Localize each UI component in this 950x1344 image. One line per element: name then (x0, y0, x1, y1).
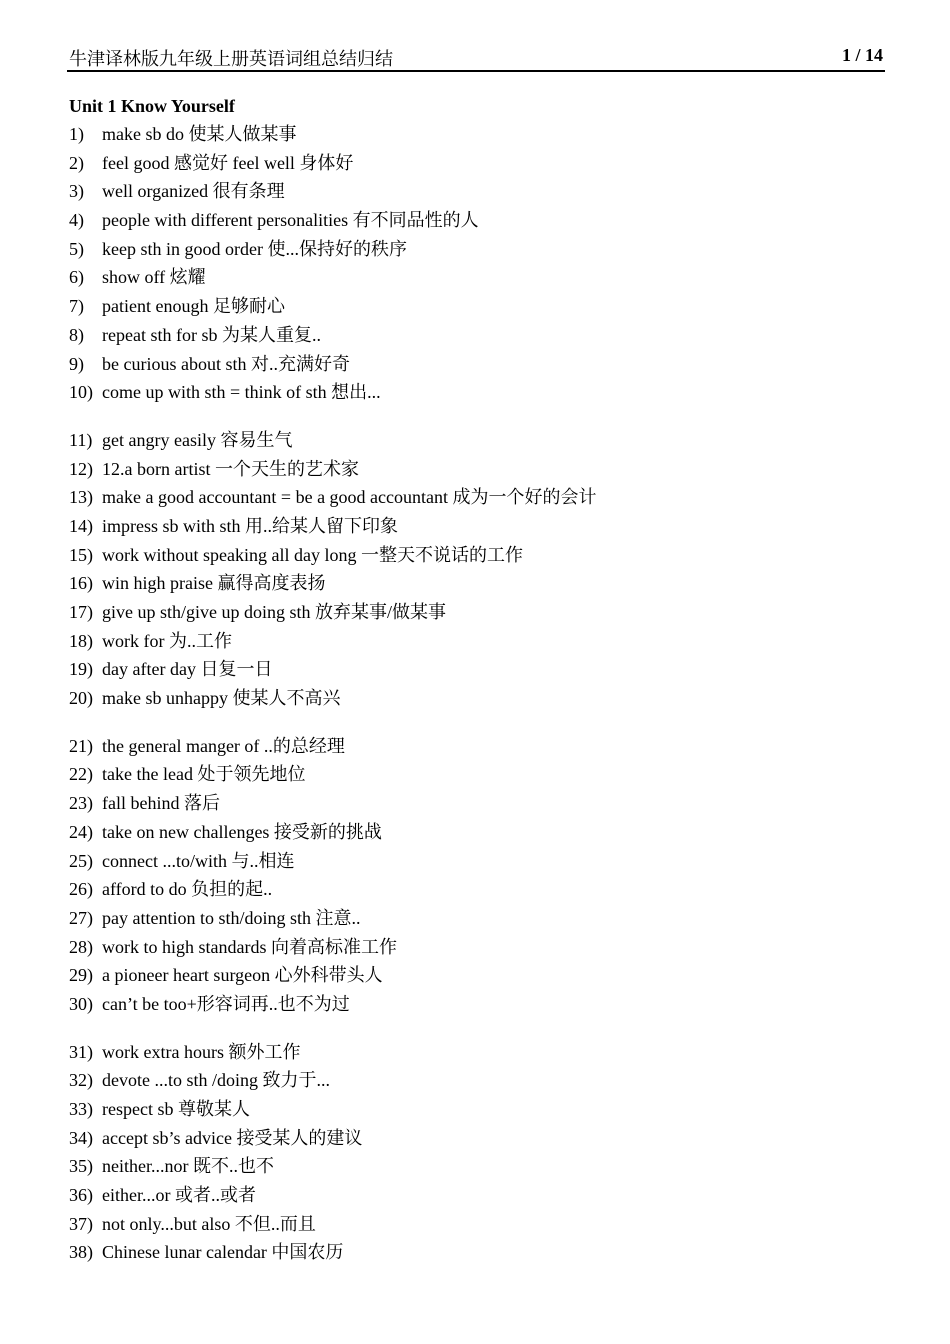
list-item (69, 378, 885, 407)
item-text: patient enough 足够耐心 (102, 296, 285, 317)
item-number: 32) (69, 1070, 93, 1091)
list-item (69, 206, 885, 235)
page-number: 1 / 14 (841, 45, 883, 65)
list-item (69, 684, 885, 713)
item-text: people with different personalities 有不同品性的人 (102, 210, 479, 231)
item-number: 15) (69, 544, 93, 565)
item-text: come up with sth = think of sth 想出... (102, 382, 381, 403)
item-number: 28) (69, 936, 93, 957)
item-text: take on new challenges 接受新的挑战 (102, 821, 382, 842)
list-item (69, 1095, 885, 1124)
list-item (69, 426, 885, 455)
list-item (69, 1066, 885, 1095)
document-title: 牛津译林版九年级上册英语词组总结归结 (69, 49, 393, 69)
list-item (69, 455, 885, 484)
item-number: 22) (69, 764, 93, 785)
list-item (69, 961, 885, 990)
item-text: a pioneer heart surgeon 心外科带头人 (102, 965, 383, 986)
item-text: the general manger of ..的总经理 (102, 735, 345, 756)
item-text: pay attention to sth/doing sth 注意.. (102, 907, 361, 928)
phrase-group (69, 426, 885, 713)
item-number: 18) (69, 630, 93, 651)
item-number: 1) (69, 124, 84, 144)
item-text: neither...nor 既不..也不 (102, 1156, 274, 1177)
item-number: 24) (69, 821, 93, 842)
list-item (69, 569, 885, 598)
item-text: afford to do 负担的起.. (102, 879, 273, 900)
item-text: accept sb’s advice 接受某人的建议 (102, 1127, 363, 1148)
item-text: connect ...to/with 与..相连 (102, 850, 295, 871)
list-item (69, 760, 885, 789)
list-item (69, 732, 885, 761)
list-item (69, 350, 885, 379)
item-number: 10) (69, 382, 93, 403)
item-text: make a good accountant = be a good accountant 成为一个好的会计 (102, 487, 597, 508)
item-text: work extra hours 额外工作 (102, 1041, 301, 1062)
list-item (69, 598, 885, 627)
unit-title: Unit 1 Know Yourself (69, 96, 235, 116)
item-number: 27) (69, 907, 93, 928)
list-item (69, 933, 885, 962)
item-text: day after day 日复一日 (102, 659, 273, 680)
item-text: fall behind 落后 (102, 793, 220, 814)
item-number: 38) (69, 1242, 93, 1263)
list-item (69, 120, 885, 149)
item-number: 12) (69, 458, 93, 479)
list-item (69, 990, 885, 1019)
phrase-group (69, 120, 885, 407)
item-text: be curious about sth 对..充满好奇 (102, 353, 350, 374)
list-item (69, 904, 885, 933)
item-text: repeat sth for sb 为某人重复.. (102, 324, 321, 345)
item-number: 25) (69, 850, 93, 871)
item-number: 8) (69, 324, 84, 345)
item-text: either...or 或者..或者 (102, 1185, 256, 1206)
list-item (69, 1152, 885, 1181)
item-text: work without speaking all day long 一整天不说话的工作 (102, 544, 523, 565)
item-number: 31) (69, 1041, 93, 1062)
item-number: 23) (69, 793, 93, 814)
phrase-group (69, 1038, 885, 1268)
item-number: 5) (69, 238, 84, 259)
list-item (69, 149, 885, 178)
page-header (67, 42, 885, 72)
list-item (69, 512, 885, 541)
item-number: 9) (69, 353, 84, 374)
item-text: can’t be too+形容词再..也不为过 (102, 993, 350, 1014)
item-number: 17) (69, 602, 93, 622)
item-text: Chinese lunar calendar 中国农历 (102, 1242, 344, 1263)
item-number: 21) (69, 735, 93, 756)
item-number: 7) (69, 296, 84, 317)
list-item (69, 1238, 885, 1267)
list-item (69, 177, 885, 206)
item-number: 34) (69, 1127, 93, 1148)
phrase-group (69, 732, 885, 1019)
list-item (69, 655, 885, 684)
document-body (69, 92, 885, 1286)
item-number: 35) (69, 1156, 93, 1177)
item-text: work for 为..工作 (102, 630, 232, 651)
item-number: 4) (69, 210, 84, 231)
item-number: 19) (69, 659, 93, 680)
item-text: 12.a born artist 一个天生的艺术家 (102, 458, 359, 479)
item-number: 3) (69, 181, 84, 202)
item-number: 26) (69, 879, 93, 900)
list-item (69, 1210, 885, 1239)
item-text: make sb do 使某人做某事 (102, 124, 297, 144)
list-item (69, 263, 885, 292)
phrase-list (69, 120, 885, 1267)
item-text: devote ...to sth /doing 致力于... (102, 1070, 330, 1091)
list-item (69, 1181, 885, 1210)
item-number: 29) (69, 965, 93, 986)
list-item (69, 321, 885, 350)
item-text: feel good 感觉好 feel well 身体好 (102, 152, 354, 173)
item-number: 16) (69, 573, 93, 594)
item-number: 14) (69, 515, 93, 536)
item-number: 33) (69, 1099, 93, 1119)
list-item (69, 789, 885, 818)
item-text: respect sb 尊敬某人 (102, 1099, 250, 1119)
item-text: work to high standards 向着高标准工作 (102, 936, 397, 957)
list-item (69, 541, 885, 570)
item-text: impress sb with sth 用..给某人留下印象 (102, 515, 399, 536)
list-item (69, 1124, 885, 1153)
list-item (69, 818, 885, 847)
list-item (69, 292, 885, 321)
list-item (69, 875, 885, 904)
item-text: make sb unhappy 使某人不高兴 (102, 688, 341, 709)
list-item (69, 1038, 885, 1067)
item-text: not only...but also 不但..而且 (102, 1213, 316, 1234)
item-text: show off 炫耀 (102, 267, 206, 288)
item-text: get angry easily 容易生气 (102, 429, 293, 450)
item-text: take the lead 处于领先地位 (102, 764, 306, 785)
item-number: 37) (69, 1213, 93, 1234)
item-number: 36) (69, 1185, 93, 1206)
item-number: 30) (69, 993, 93, 1014)
list-item (69, 483, 885, 512)
item-number: 2) (69, 152, 84, 173)
item-number: 11) (69, 429, 93, 450)
item-number: 6) (69, 267, 84, 288)
item-number: 20) (69, 688, 93, 709)
list-item (69, 235, 885, 264)
item-number: 13) (69, 487, 93, 508)
item-text: win high praise 赢得高度表扬 (102, 573, 326, 594)
item-text: well organized 很有条理 (102, 181, 285, 202)
item-text: keep sth in good order 使...保持好的秩序 (102, 238, 407, 259)
list-item (69, 847, 885, 876)
list-item (69, 627, 885, 656)
item-text: give up sth/give up doing sth 放弃某事/做某事 (102, 602, 446, 622)
